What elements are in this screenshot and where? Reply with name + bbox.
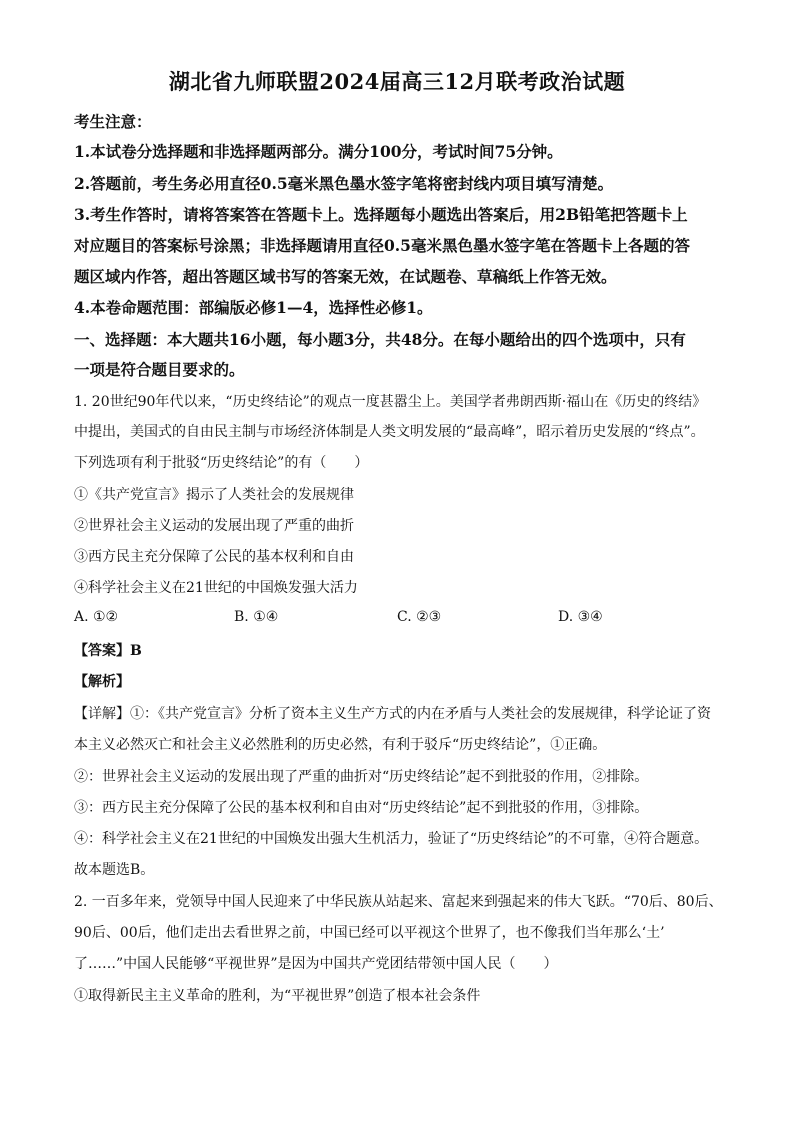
- document-title: 湖北省九师联盟2024届高三12月联考政治试题: [168, 69, 626, 94]
- notice-line: 3.考生作答时，请将答案答在答题卡上。选择题每小题选出答案后，用2B铅笔把答题卡上: [74, 205, 688, 224]
- notice-line: 1.本试卷分选择题和非选择题两部分。满分100分，考试时间75分钟。: [74, 142, 563, 161]
- option-b: B. ①④: [234, 609, 279, 625]
- question-item: ③西方民主充分保障了公民的基本权利和自由: [74, 549, 354, 565]
- detail-line: 【详解】①：《共产党宣言》分析了资本主义生产方式的内在矛盾与人类社会的发展规律，科学论证了资: [74, 706, 711, 722]
- question-stem: 1. 20世纪90年代以来，“历史终结论”的观点一度甚嚣尘上。美国学者弗朗西斯·福山在《历史的终结》: [74, 394, 707, 410]
- notice-line: 2.答题前，考生务必用直径0.5毫米黑色墨水签字笔将密封线内项目填写清楚。: [74, 174, 614, 193]
- notice-line: 4.本卷命题范围：部编版必修1—4，选择性必修1。: [74, 298, 433, 317]
- question-stem: 了……”中国人民能够“平视世界”是因为中国共产党团结带领中国人民（ ）: [74, 956, 558, 972]
- question-item: ④科学社会主义在21世纪的中国焕发强大活力: [74, 580, 358, 596]
- detail-line: ③：西方民主充分保障了公民的基本权利和自由对“历史终结论”起不到批驳的作用，③排除。: [74, 800, 649, 816]
- notice-line: 对应题目的答案标号涂黑；非选择题请用直径0.5毫米黑色墨水签字笔在答题卡上各题的答: [74, 236, 690, 255]
- question-item: ②世界社会主义运动的发展出现了严重的曲折: [74, 518, 354, 534]
- analysis-label: 【解析】: [74, 674, 130, 690]
- notice-header: 考生注意：: [74, 112, 152, 131]
- question-stem: 2. 一百多年来，党领导中国人民迎来了中华民族从站起来、富起来到强起来的伟大飞跃。“70后、80后、: [74, 894, 723, 910]
- question-item: ①取得新民主主义革命的胜利，为“平视世界”创造了根本社会条件: [74, 988, 481, 1004]
- detail-line: 本主义必然灭亡和社会主义必然胜利的历史必然，有利于驳斥“历史终结论”，①正确。: [74, 737, 607, 753]
- option-a: A. ①②: [74, 609, 119, 625]
- detail-line: ④：科学社会主义在21世纪的中国焕发出强大生机活力，验证了“历史终结论”的不可靠，④符合题意。: [74, 831, 709, 847]
- section-heading: 一项是符合题目要求的。: [74, 360, 245, 379]
- option-d: D. ③④: [558, 609, 603, 625]
- detail-line: ②：世界社会主义运动的发展出现了严重的曲折对“历史终结论”起不到批驳的作用，②排除。: [74, 769, 649, 785]
- question-stem: 90后、00后，他们走出去看世界之前，中国已经可以平视这个世界了，也不像我们当年那么‘土’: [74, 925, 665, 941]
- answer-line: 【答案】B: [74, 643, 142, 659]
- detail-line: 故本题选B。: [74, 862, 155, 878]
- question-item: ①《共产党宣言》揭示了人类社会的发展规律: [74, 487, 354, 503]
- notice-line: 题区域内作答，超出答题区域书写的答案无效，在试题卷、草稿纸上作答无效。: [74, 267, 617, 286]
- option-c: C. ②③: [397, 609, 442, 625]
- question-stem: 下列选项有利于批驳“历史终结论”的有（ ）: [74, 455, 369, 471]
- section-heading: 一、选择题：本大题共16小题，每小题3分，共48分。在每小题给出的四个选项中，只有: [74, 330, 686, 349]
- question-stem: 中提出，美国式的自由民主制与市场经济体制是人类文明发展的“最高峰”，昭示着历史发展的“终点”。: [74, 424, 705, 440]
